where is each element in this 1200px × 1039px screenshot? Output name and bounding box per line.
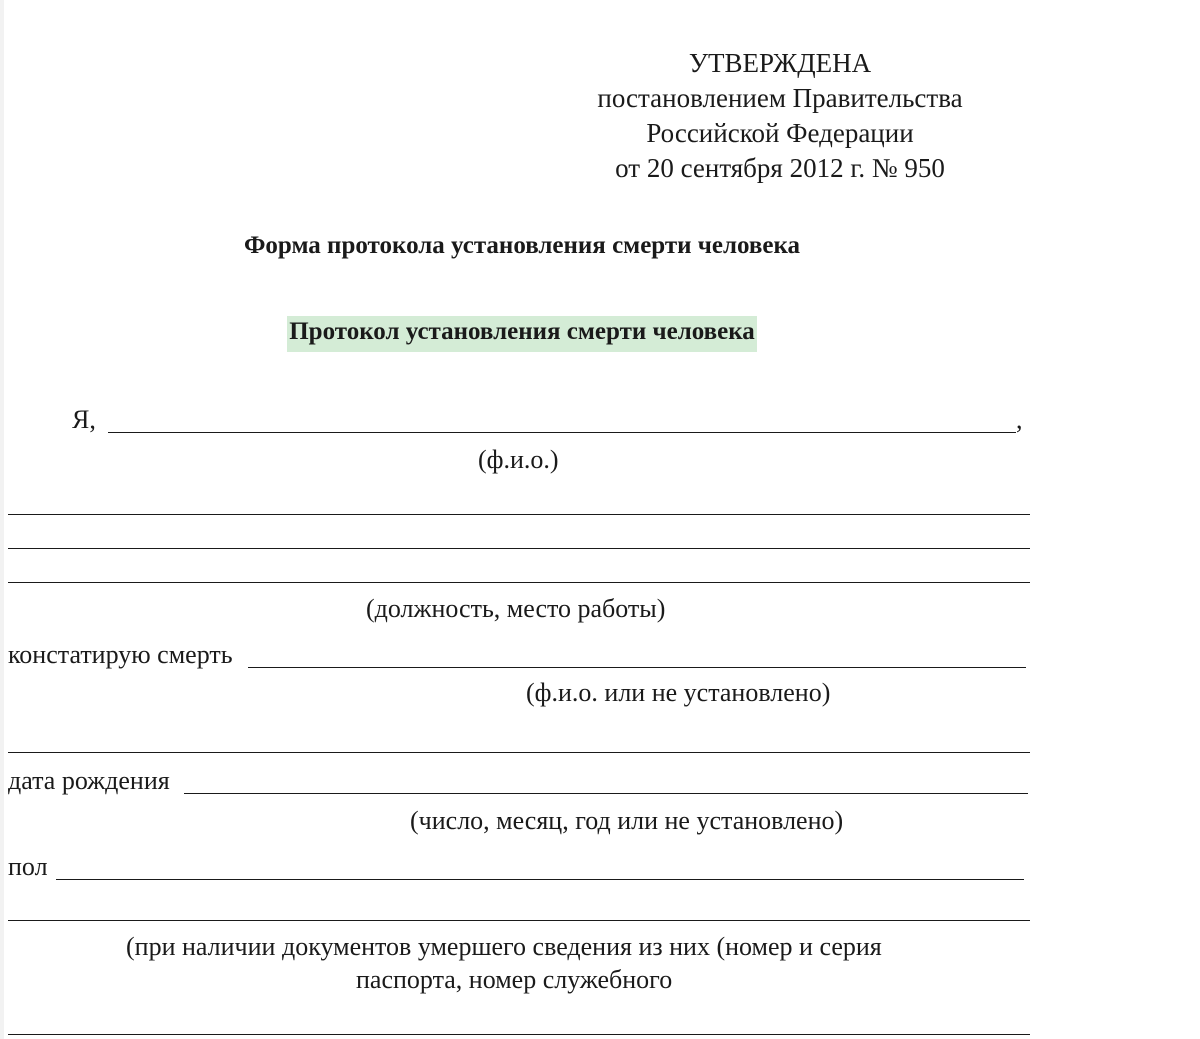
sex-label: пол: [8, 852, 48, 881]
birth-date-input-line[interactable]: [184, 793, 1028, 794]
documents-input-line[interactable]: [8, 1034, 1030, 1035]
death-hint: (ф.и.о. или не установлено): [526, 678, 831, 707]
comma: ,: [1016, 405, 1023, 434]
sex-input-line[interactable]: [56, 879, 1024, 880]
approval-date: от 20 сентября 2012 г. № 950: [615, 153, 945, 183]
position-input-line[interactable]: [8, 514, 1030, 515]
i-label: Я,: [72, 405, 96, 434]
protocol-title: Протокол установления смерти человека: [287, 316, 757, 352]
page-edge: [0, 0, 4, 1039]
birth-hint: (число, месяц, год или не установлено): [410, 806, 844, 835]
approval-line: постановлением Правительства: [597, 83, 963, 113]
form-title: Форма протокола установления смерти человека: [243, 232, 801, 259]
protocol-title-wrap: [0, 315, 1044, 352]
documents-hint: (при наличии документов умершего сведения из них (номер и серия: [126, 932, 882, 961]
birth-label: дата рождения: [8, 766, 170, 795]
fio-input-line[interactable]: [108, 432, 1016, 433]
position-hint: (должность, место работы): [366, 594, 666, 623]
documents-input-line[interactable]: [8, 920, 1030, 921]
position-input-line[interactable]: [8, 582, 1030, 583]
deceased-name-input-line[interactable]: [248, 667, 1026, 668]
approval-line: Российской Федерации: [646, 118, 914, 148]
approval-heading: УТВЕРЖДЕНА: [688, 48, 872, 78]
death-label: констатирую смерть: [8, 640, 233, 669]
position-input-line[interactable]: [8, 548, 1030, 549]
fio-hint: (ф.и.о.): [478, 445, 559, 474]
approval-block: [560, 46, 1000, 186]
deceased-name-extra-line[interactable]: [8, 752, 1030, 753]
documents-hint-continued: паспорта, номер служебного: [356, 965, 673, 994]
